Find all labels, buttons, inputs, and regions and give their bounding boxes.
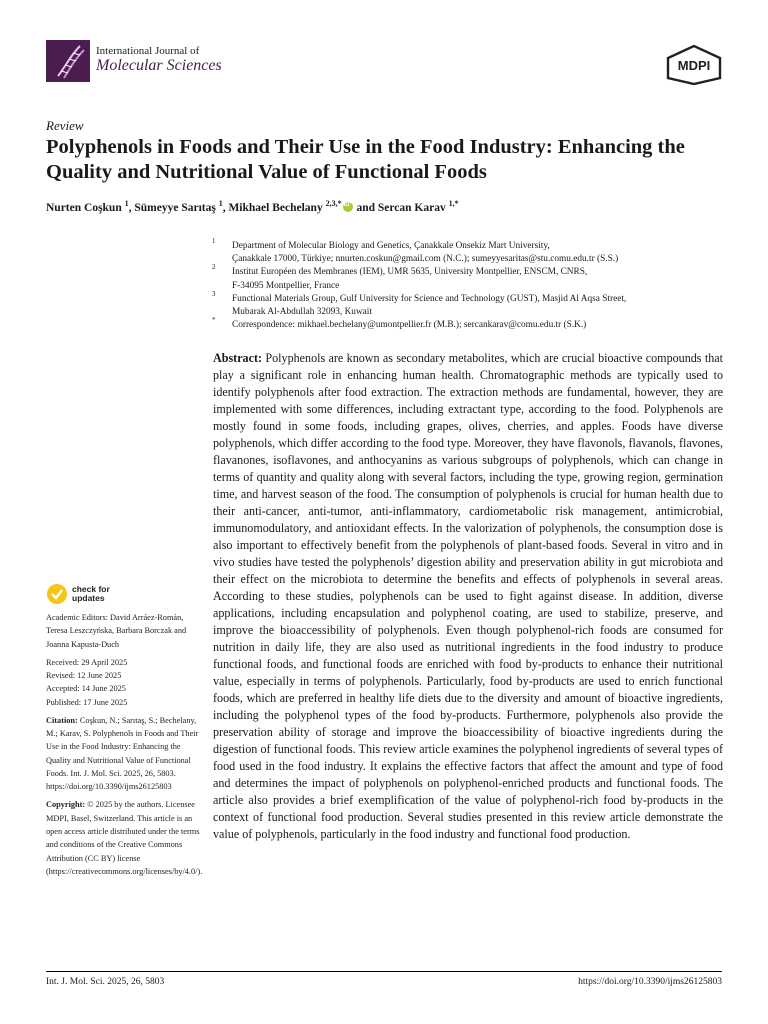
article-type: Review: [46, 118, 84, 133]
published-date: Published: 17 June 2025: [46, 697, 128, 707]
footer-doi-link[interactable]: https://doi.org/10.3390/ijms26125803: [578, 977, 722, 987]
orcid-icon[interactable]: [343, 202, 353, 212]
abstract-label: Abstract:: [213, 351, 263, 365]
author-list: [46, 199, 459, 214]
mdpi-logo-icon: [666, 45, 722, 85]
author-name[interactable]: Sercan Karav: [377, 201, 446, 214]
affiliation-2: [212, 263, 732, 292]
author-affil-sup: 2,3,*: [325, 199, 342, 208]
copyright-label: Copyright:: [46, 800, 86, 810]
affiliation-line: Department of Molecular Biology and Genetics, Çanakkale Onsekiz Mart University,: [232, 241, 550, 251]
author-separator: and: [353, 201, 378, 214]
citation-label: Citation:: [46, 715, 78, 725]
citation: [46, 714, 202, 794]
abstract-text: Polyphenols are known as secondary metabolites, which are crucial bioactive compounds that play a significant role in enhancing human health. Chromatographic methods are typically used to identify polyphenols after food extraction. The extraction methods are fundamental, however, they are implemented with some differences, including extractant type, according to the food. Polyphenols are mostly found in some foods, including grapes, olives, cherries, and apples. Foods have diverse polyphenols, which differ according to the food type. Moreover, they have flavonols, flavanols, flavones, flavanones, isoflavones, and anthocyanins as various subgroups of polyphenols, which can change in terms of quantity and quality along with several factors, including the type, growing region, germination time, and harvest season of the food. The consumption of polyphenols is crucial for human health due to their anti-cancer, anti-tumor, anti-inflammatory, cardiometabolic risk management, antimicrobial, immunomodulatory, and antioxidant effects. In the valorization of polyphenols, the consumption dose is also important to effectively benefit from the polyphenols of plant-based foods. Several in vitro and in vivo studies have tested the polyphenols’ digestion ability and preservation ability in gut microbiota and their effect on the microbiota to determine the benefits and effects of polyphenols in several areas. According to these studies, polyphenols can be used to fight against disease. In addition, diverse applications, including encapsulation and polyphenol coating, are used to stabilize, preserve, and improve the bioaccessibility of polyphenols. Even though polyphenol-rich foods are consumed for nutrition in daily life, they are also used as nutritional ingredients in the food industry to produce functional foods, and functional foods are enriched with food by-products to enhance their nutritional value, especially in terms of polyphenols. Particularly, food by-products are used to enrich functional foods, which are preferred in healthy life diets due to the diversity and amount of bioactive ingredients, including the polyphenol types of the food by-products. Furthermore, polyphenols also provide the preservation ability of storage and improve the bioaccessibility of bioactive ingredients during the digestion of functional foods. This review article examines the polyphenol ingredients of several types of food used in the food industry. It explains the effective factors that affect the amount and type of food and determines the impact of polyphenols on polyphenol-enriched products and functional foods. The article also provides a brief exemplification of the value of polyphenol-rich food by-products in the context of functional food production. Several studies presented in this review article demonstrate the value of polyphenols, particularly in the food industry and functional food production.: [213, 351, 723, 841]
journal-name-line1: International Journal of: [96, 45, 200, 57]
affiliation-mark: 1: [212, 237, 216, 245]
affiliation-1: [212, 237, 732, 266]
affiliation-line: Çanakkale 17000, Türkiye; nnurten.coskun@gmail.com (N.C.); sumeyyesaritas@stu.comu.edu.tr (S.S.): [232, 254, 619, 265]
affiliation-line: Functional Materials Group, Gulf University for Science and Technology (GUST), Masjid Al Aqsa Street,: [232, 293, 627, 304]
accepted-date: Accepted: 14 June 2025: [46, 684, 126, 694]
check-updates-text: [72, 585, 110, 603]
academic-editors: Academic Editors: David Arráez-Román, Teresa Leszczyńska, Barbara Borczak and Joanna Kapusta-Duch: [46, 613, 187, 649]
article-info-sidebar: [46, 583, 202, 878]
correspondence: [212, 316, 732, 332]
copyright-text: © 2025 by the authors. Licensee MDPI, Basel, Switzerland. This article is an open access article distributed under the terms and conditions of the Creative Commons Attribution (CC BY) license (https://creativecommons.org/licenses/by/4.0/).: [46, 800, 203, 876]
author-affil-sup: 1,*: [448, 199, 459, 208]
affiliation-mark: 3: [212, 289, 216, 298]
affiliation-mark: 2: [212, 263, 216, 272]
author-affil-sup: 1: [124, 199, 129, 208]
revised-date: Revised: 12 June 2025: [46, 671, 122, 681]
author-separator: ,: [222, 201, 229, 214]
check-updates-icon: [46, 583, 68, 605]
affiliation-line: Institut Européen des Membranes (IEM), UMR 5635, University Montpellier, ENSCM, CNRS,: [232, 267, 588, 278]
check-updates-line2: updates: [72, 593, 105, 603]
citation-text[interactable]: Coşkun, N.; Sarıtaş, S.; Bechelany, M.; Karav, S. Polyphenols in Foods and Their Use in the Food Industry: Enhancing the Quality and Nutritional Value of Functional Foods. Int. J. Mol. Sci. 2025, 26, 5803. https://doi.org/10.3390/ijms26125803: [46, 715, 199, 792]
affiliation-line: F-34095 Montpellier, France: [232, 280, 340, 291]
journal-name-line2: Molecular Sciences: [96, 56, 222, 74]
article-title: Polyphenols in Foods and Their Use in the Food Industry: Enhancing the Quality and Nutritional Value of Functional Foods: [46, 136, 685, 183]
footer-divider: [46, 971, 722, 972]
footer-journal-ref: Int. J. Mol. Sci. 2025, 26, 5803: [46, 977, 165, 987]
journal-name: [96, 46, 222, 74]
check-for-updates-button[interactable]: [46, 583, 202, 605]
abstract: [213, 350, 723, 843]
mdpi-logo-text: MDPI: [677, 58, 711, 73]
copyright: [46, 798, 202, 878]
author-name[interactable]: Sümeyye Sarıtaş: [134, 201, 216, 214]
author-name[interactable]: Mikhael Bechelany: [228, 201, 323, 214]
author-name[interactable]: Nurten Coşkun: [46, 201, 122, 214]
author-affil-sup: 1: [218, 199, 223, 208]
article-dates: [46, 656, 202, 709]
correspondence-line: Correspondence: mikhael.bechelany@umontpellier.fr (M.B.); sercankarav@comu.edu.tr (S.K.): [232, 320, 587, 331]
author-separator: ,: [128, 201, 135, 214]
correspondence-mark: *: [212, 316, 216, 325]
journal-logo-icon: [46, 40, 90, 82]
received-date: Received: 29 April 2025: [46, 657, 128, 667]
affiliation-line: Mubarak Al-Abdullah 32093, Kuwait: [232, 306, 372, 317]
check-updates-line1: check for: [72, 584, 110, 595]
affiliations: [212, 237, 732, 332]
affiliation-3: [212, 289, 732, 319]
